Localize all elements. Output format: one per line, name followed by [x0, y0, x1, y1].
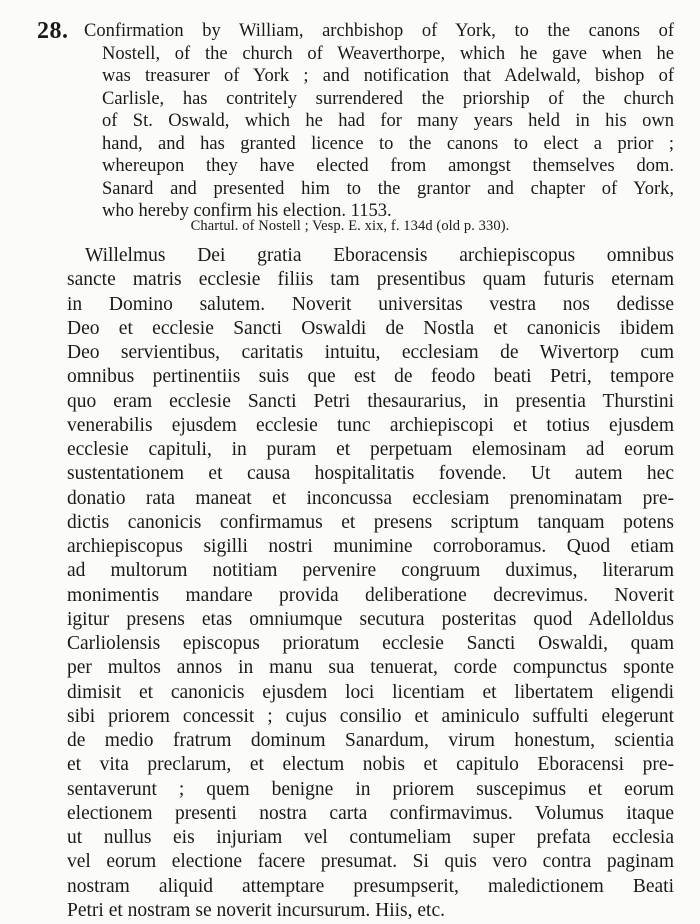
latin-line: electionem presenti nostra carta confirmavimus. Volumus itaque	[67, 802, 674, 824]
summary-line: Confirmation by William, archbishop of York, to the canons of	[84, 21, 674, 41]
latin-line: Willelmus Dei gratia Eboracensis archiepiscopus omnibus	[85, 245, 674, 266]
summary-line: Nostell, of the church of Weaverthorpe, which he gave when he	[102, 43, 674, 64]
latin-line: Carliolensis episcopus prioratum ecclesie Sancti Oswaldi, quam	[67, 633, 674, 654]
summary-line: who hereby confirm his election. 1153.	[102, 201, 392, 221]
latin-line: per multos annos in manu sua tenuerat, corde compunctus sponte	[67, 657, 674, 679]
latin-line: dimisit et canonicis ejusdem loci licentiam et libertatem eligendi	[67, 681, 674, 703]
latin-line: in Domino salutem. Noverit universitas vestra nos dedisse	[67, 293, 674, 315]
latin-line: monimentis mandare provida deliberatione decrevimus. Noverit	[67, 584, 674, 606]
summary-line: of St. Oswald, which he had for many years held in his own	[102, 111, 674, 131]
summary-line: whereupon they have elected from amongst themselves dom.	[102, 156, 674, 176]
latin-line: dictis canonicis confirmamus et presens scriptum tanquam potens	[67, 511, 674, 533]
summary-line: hand, and has granted licence to the canons to elect a prior ;	[102, 133, 674, 154]
source-citation: Chartul. of Nostell ; Vesp. E. xix, f. 134d (old p. 330).	[190, 218, 510, 234]
latin-line: quo eram ecclesie Sancti Petri thesaurarius, in presentia Thurstini	[67, 390, 674, 412]
latin-line: sentaverunt ; quem benigne in priorem suscepimus et eorum	[67, 778, 674, 800]
summary-line: Carlisle, has contritely surrendered the priorship of the church	[102, 88, 674, 109]
latin-line: vel eorum electione facere presumat. Si quis vero contra paginam	[67, 851, 674, 873]
latin-line: de medio fratrum dominum Sanardum, virum honestum, scientia	[67, 730, 674, 751]
latin-line: ad multorum notitiam pervenire congruum duximus, literarum	[67, 560, 674, 582]
latin-line: ut nullus eis injuriam vel contumeliam super prefata ecclesia	[67, 827, 674, 848]
latin-line: donatio rata maneat et inconcussa ecclesiam prenominatam pre-	[67, 487, 674, 509]
latin-line: nostram aliquid attemptare presumpserit, maledictionem Beati	[67, 875, 674, 897]
summary-line: Sanard and presented him to the grantor and chapter of York,	[102, 178, 674, 199]
latin-line: Petri et nostram se noverit incursurum. Hiis, etc.	[67, 899, 446, 921]
latin-line: et vita preclarum, et electum nobis et capitulo Eboracensi pre-	[67, 754, 674, 776]
latin-line: archiepiscopus sigilli nostri munimine corroboramus. Quod etiam	[67, 536, 674, 557]
entry-summary	[84, 20, 674, 223]
latin-line: omnibus pertinentiis suis que est de feodo beati Petri, tempore	[67, 366, 674, 388]
latin-line: ecclesie capituli, in puram et perpetuam elemosinam ad eorum	[67, 439, 674, 460]
latin-charter-text	[67, 244, 674, 923]
latin-line: sibi priorem concessit ; cujus consilio et aminiculo suffulti elegerunt	[67, 705, 674, 727]
latin-line: venerabilis ejusdem ecclesie tunc archiepiscopi et totius ejusdem	[67, 414, 674, 436]
entry-number: 28.	[37, 18, 69, 44]
latin-line: Deo et ecclesie Sancti Oswaldi de Nostla et canonicis ibidem	[67, 317, 674, 339]
summary-line: was treasurer of York ; and notification that Adelwald, bishop of	[102, 66, 674, 86]
latin-line: igitur presens etas omniumque secutura posteritas quod Adelloldus	[67, 608, 674, 630]
latin-line: Deo servientibus, caritatis intuitu, ecclesiam de Wivertorp cum	[67, 342, 674, 363]
latin-line: sustentationem et causa hospitalitatis fovende. Ut autem hec	[67, 463, 674, 485]
latin-line: sancte matris ecclesie filiis tam presentibus quam futuris eternam	[67, 269, 674, 291]
